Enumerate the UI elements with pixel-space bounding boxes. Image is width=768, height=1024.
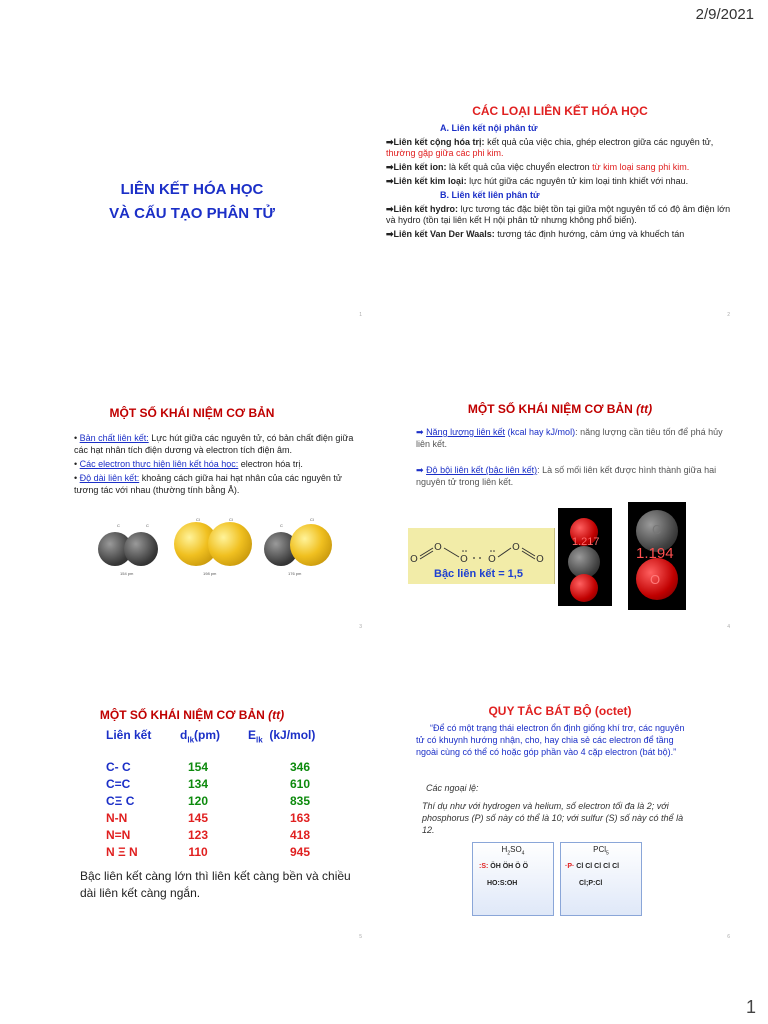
table-row: N-N 145 163 [106,810,310,825]
slide-number: 5 [359,934,362,940]
atom-c [124,532,158,566]
col-energy: $E_{lk}$ (kJ/mol) [248,728,316,745]
svg-text:O: O [410,554,418,565]
slide-1 [18,68,366,320]
para-ionic: ➡Liên kết ion: là kết quả của việc chuyển electron từ kim loại sang phi kim. [386,162,690,172]
h2so4-line-1: :S: ÖH ÖH Ö Ö [479,862,529,870]
slide-number: 2 [727,312,730,318]
pcl5-line-1: ·P· Cl Cl Cl Cl Cl [565,862,620,870]
slide-3: MỘT SỐ KHÁI NIỆM CƠ BẢN • Bản chất liên kết: Lực hút giữa các nguyên tử, có bản chất điện giữa các hạt nhân tích điện dương và electron tích điện âm. • Các electron thực hiện liên kết hóa học: electron hóa trị. • Độ dài liên kết: khoảng cách giữa hai hạt nhân của các nguyên tử tương tác với nhau (thường tính bằng Å). C C 154 pm Cl Cl 198 pm C Cl 176 pm 3 [18,380,366,632]
octet-rule-quote: “Để có một trạng thái electron ổn định giống khí trơ, các nguyên tử có khuynh hướng nhận, cho, hay chia sẻ các electron để tầng ngoài cùng có thể có hoặc góp phần vào 4 cặp electron (bát bộ).” [416,723,685,757]
svg-text:O: O [460,554,468,565]
h2so4-line-2: HO:S:OH [487,879,518,887]
co-length-2: 1.194 [636,545,674,562]
section-a: A. Liên kết nội phân tử [440,123,538,133]
bullet-length: • Độ dài liên kết: khoảng cách giữa hai hạt nhân của các nguyên tử tương tác với nhau (thường tính bằng Å). [74,473,342,495]
exceptions-label: Các ngoại lệ: [426,783,479,793]
pcl5-line-2: Cl;P:Cl [579,879,603,887]
h2so4-structure-box [472,842,554,916]
table-row: C- C 154 346 [106,759,310,774]
table-row: C=C 134 610 [106,776,310,791]
co-molecule-image-1 [558,508,612,606]
table-row: N Ξ N 110 945 [106,844,310,859]
svg-text:O: O [488,554,496,565]
pcl5-title: PCl$_5$ [593,845,609,857]
bullet-electrons: • Các electron thực hiện liên kết hóa học: electron hóa trị. [74,459,303,469]
title-line-1: LIÊN KẾT HÓA HỌC [120,181,264,198]
h2so4-title: $H_2SO_4$ [501,845,525,857]
bullet-order: ➡ Độ bội liên kết (bậc liên kết): Là số mối liên kết được hình thành giữa hai nguyên tử trong liên kết. [416,465,717,487]
exceptions-text: Thí dụ như với hydrogen và helium, số electron tối đa là 2; với phosphorus (P) số này có thể là 10; với sulfur (S) số này có thể là 12. [422,801,684,835]
para-metallic: ➡Liên kết kim loại: lực hút giữa các nguyên tử kim loại tinh khiết với nhau. [386,176,689,186]
para-hydrogen: ➡Liên kết hydro: lực tương tác đặc biệt tồn tại giữa một nguyên tố có độ âm điện lớn và hydro (tồn tại liên kết H nội phân tử nhưng không phổ biến). [386,204,731,225]
atom-cl [208,522,252,566]
slide-6 [386,690,734,942]
svg-text:O: O [512,542,520,553]
slide-5 [18,690,366,942]
slide-2 [386,68,734,320]
title-line-2: VÀ CẤU TẠO PHÂN TỬ [109,205,275,222]
date: 2/9/2021 [695,6,754,23]
table-row: N=N 123 418 [106,827,310,842]
slide-4-title: MỘT SỐ KHÁI NIỆM CƠ BẢN (tt) [467,402,653,416]
pcl5-structure-box [560,842,642,916]
co-molecule-image-2 [628,502,686,610]
col-bond: Liên kết [106,728,152,742]
bullet-nature: • Bản chất liên kết: Lực hút giữa các nguyên tử, có bản chất điện giữa các hạt nhân tích điện dương và electron tích điện âm. [74,433,354,455]
co-atom-c: C [652,522,662,537]
slide-1-title [18,178,366,226]
summary-note: Bậc liên kết càng lớn thì liên kết càng bền và chiều dài liên kết càng ngắn. [80,869,351,900]
atom-cl [290,524,332,566]
para-vdw: ➡Liên kết Van Der Waals: tương tác định hướng, cảm ứng và khuếch tán [386,229,685,239]
page-number: 1 [745,997,756,1017]
col-length: $d_{lk}(pm)$ [180,728,221,745]
bond-order-label: Bậc liên kết = 1,5 [434,568,523,580]
bullet-energy: ➡ Năng lượng liên kết (kcal hay kJ/mol): năng lượng cần tiêu tốn để phá hủy liên kết. [416,427,723,449]
para-covalent: ➡Liên kết cộng hóa trị: kết quả của việc chia, ghép electron giữa các nguyên tử, thường gặp giữa các phi kim. [386,137,714,158]
section-b: B. Liên kết liên phân tử [440,190,540,200]
slide-5-title: MỘT SỐ KHÁI NIỆM CƠ BẢN (tt) [99,708,285,722]
bond-table [100,758,316,860]
slide-number: 1 [359,312,362,318]
svg-text:O: O [536,554,544,565]
slide-number: 3 [359,624,362,630]
slide-3-title: MỘT SỐ KHÁI NIỆM CƠ BẢN [109,406,275,420]
slide-number: 6 [727,934,730,940]
slide-6-title: QUY TẮC BÁT BỘ (octet) [488,704,632,718]
slide-2-title: CÁC LOẠI LIÊN KẾT HÓA HỌC [472,104,648,118]
co-length-1: 1.217 [572,536,600,548]
slide-4 [386,380,734,632]
co-atom-o: O [650,572,661,587]
svg-text:O: O [434,542,442,553]
table-row: CΞ C 120 835 [106,793,310,808]
slide-number: 4 [727,624,730,630]
ozone-structure-image [408,528,555,584]
